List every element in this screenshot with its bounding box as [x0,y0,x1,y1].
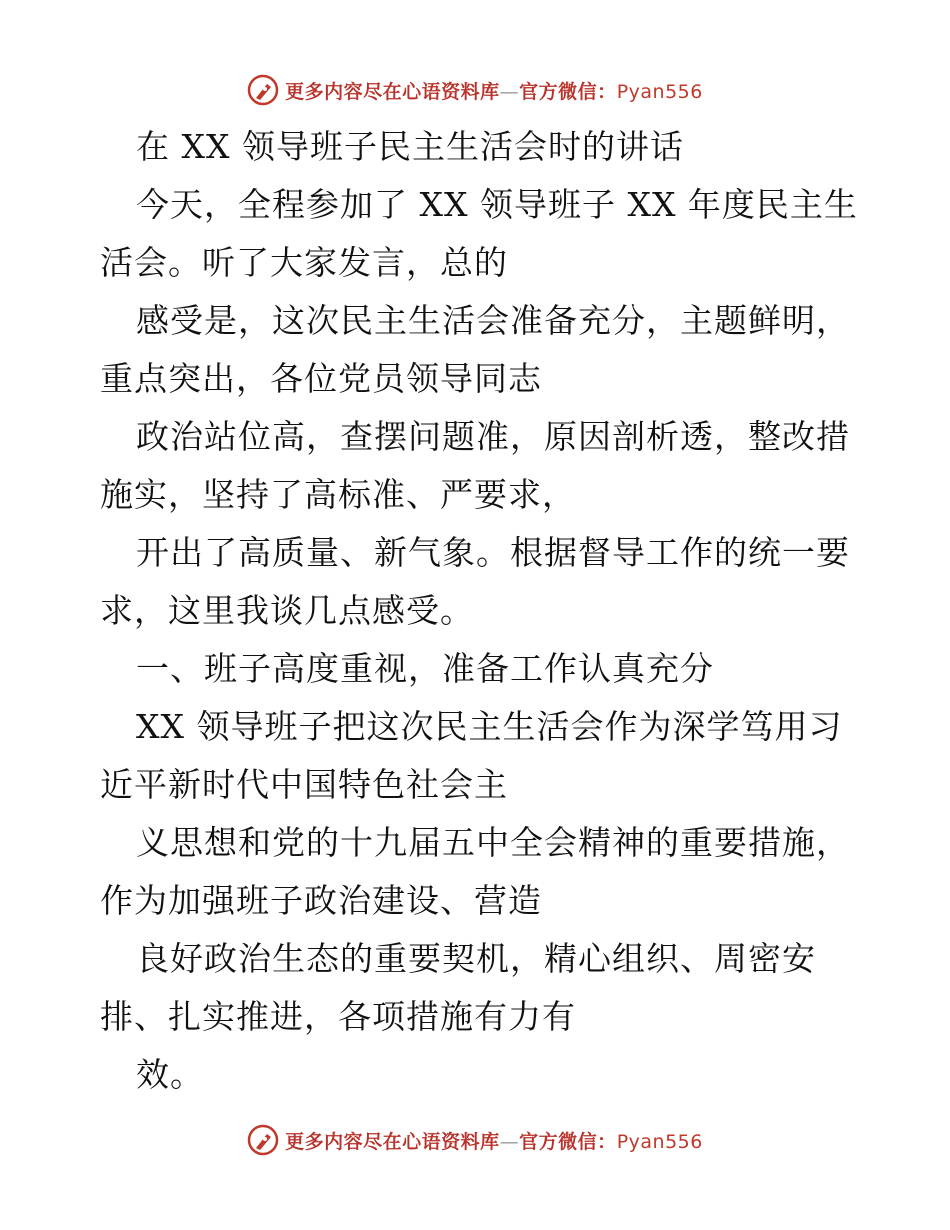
text-line: 排、扎实推进，各项措施有力有 [100,997,576,1036]
text-line: 近平新时代中国特色社会主 [100,765,508,804]
footer-banner-id: Pyan556 [616,1130,703,1153]
document-body [100,118,860,1104]
text-line: 政治站位高，查摆问题准，原因剖析透，整改措 [136,417,850,456]
text-line: 求，这里我谈几点感受。 [100,591,474,630]
text-line: 义思想和党的十九届五中全会精神的重要措施， [136,823,850,862]
footer-banner-title: 更多内容尽在心语资料库 [285,1130,500,1153]
header-banner-title: 更多内容尽在心语资料库 [285,80,500,103]
header-banner-suffix: 官方微信： [519,80,617,103]
text-line: 一、班子高度重视，准备工作认真充分 [136,649,714,688]
header-banner-separator: — [499,80,520,103]
text-line: 开出了高质量、新气象。根据督导工作的统一要 [136,533,850,572]
text-line: 施实，坚持了高标准、严要求， [100,475,576,514]
pen-nib-logo-icon [247,74,279,106]
text-line: XX 领导班子把这次民主生活会作为深学笃用习 [136,707,843,746]
text-line: 活会。听了大家发言，总的 [100,243,508,282]
text-line: 感受是，这次民主生活会准备充分，主题鲜明， [136,301,850,340]
footer-banner-suffix: 官方微信： [519,1130,617,1153]
text-line: 作为加强班子政治建设、营造 [100,881,542,920]
header-banner [0,70,950,110]
footer-banner-text [285,1127,703,1154]
footer-banner-separator: — [499,1130,520,1153]
header-banner-id: Pyan556 [616,80,703,103]
text-line: 在 XX 领导班子民主生活会时的讲话 [136,127,684,166]
text-line: 良好政治生态的重要契机，精心组织、周密安 [136,939,816,978]
text-line: 效。 [136,1055,204,1094]
footer-banner [0,1120,950,1160]
header-banner-text [285,77,703,104]
text-line: 重点突出，各位党员领导同志 [100,359,542,398]
text-line: 今天，全程参加了 XX 领导班子 XX 年度民主生 [136,185,858,224]
pen-nib-logo-icon [247,1124,279,1156]
